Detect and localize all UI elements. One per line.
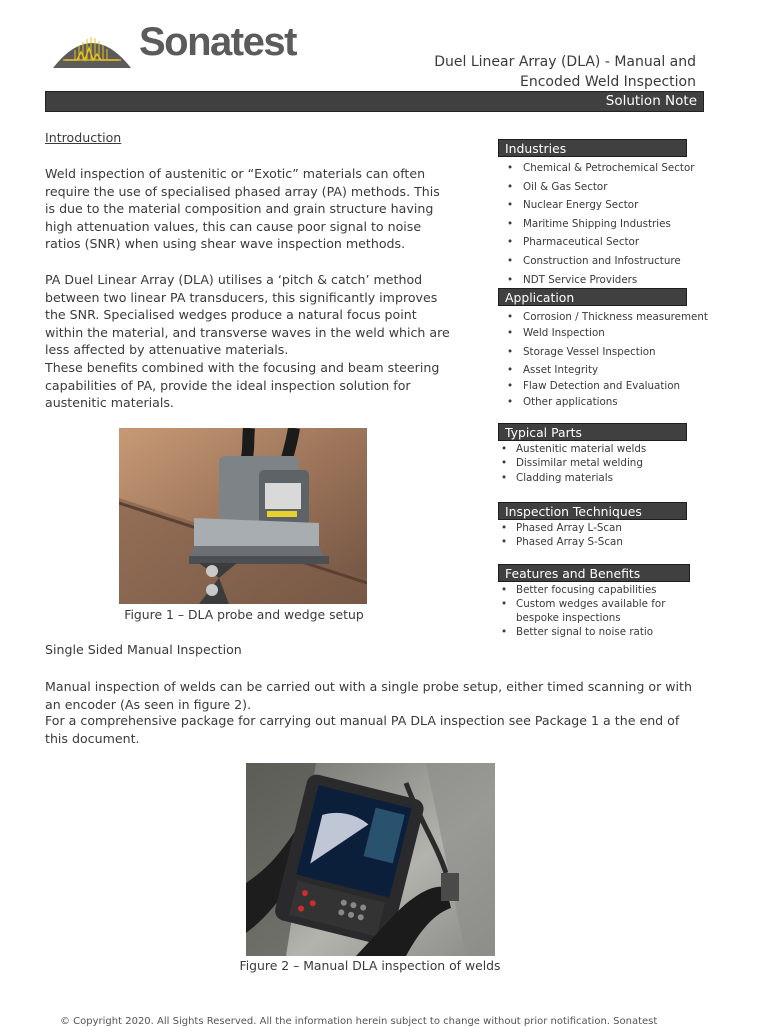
- document-title-line-2: Encoded Weld Inspection: [520, 74, 696, 90]
- typical-parts-list: [498, 442, 688, 485]
- sonatest-logo-mark-icon: [53, 28, 131, 68]
- list-item: • Dissimilar metal welding: [498, 456, 688, 470]
- figure-1-caption: Figure 1 – DLA probe and wedge setup: [124, 607, 364, 622]
- list-item: • Custom wedges available for bespoke inspections: [498, 597, 668, 625]
- list-item: • Storage Vessel Inspection: [498, 344, 708, 362]
- list-item: • Construction and Infostructure: [498, 253, 695, 272]
- solution-note-bar: [45, 91, 704, 112]
- intro-paragraph-3: [45, 359, 450, 412]
- document-title: [396, 52, 696, 92]
- inspection-techniques-heading: Inspection Techniques: [498, 502, 687, 520]
- application-heading: Application: [498, 288, 687, 306]
- manual-paragraph-1-text: Manual inspection of welds can be carried out with a single probe setup, either timed scanning or with an encoder (As seen in figure 2).: [45, 679, 692, 712]
- features-benefits-heading: Features and Benefits: [498, 564, 690, 582]
- intro-paragraph-2: [45, 271, 450, 359]
- logo-wordmark: Sonatest: [139, 20, 296, 64]
- list-item: • Other applications: [498, 394, 708, 410]
- intro-paragraph-1-text: Weld inspection of austenitic or “Exotic” materials can often require the use of specialised phased array (PA) methods. This is due to the material composition and grain structure having high attenuation values, this can cause poor signal to noise ratios (SNR) when using shear wave inspection methods.: [45, 166, 440, 252]
- intro-paragraph-3-text: These benefits combined with the focusing and beam steering capabilities of PA, provide the ideal inspection solution for austenitic materials.: [45, 360, 440, 411]
- copyright-footer: © Copyright 2020. All Sights Reserved. All the information herein subject to change without prior notification. Sonatest: [60, 1016, 658, 1027]
- list-item: • Pharmaceutical Sector: [498, 234, 695, 253]
- introduction-heading: Introduction: [45, 130, 122, 145]
- figure-2-manual-inspection-photo: [246, 763, 495, 956]
- inspection-techniques-list: [498, 521, 623, 550]
- industries-heading: Industries: [498, 139, 687, 157]
- manual-paragraph-1: [45, 678, 695, 713]
- intro-paragraph-1: [45, 165, 450, 253]
- list-item: • Chemical & Petrochemical Sector: [498, 160, 695, 179]
- list-item: • Oil & Gas Sector: [498, 179, 695, 198]
- list-item: • Cladding materials: [498, 471, 688, 485]
- application-list: [498, 309, 708, 411]
- list-item: • Phased Array L-Scan: [498, 521, 623, 535]
- manual-paragraph-2-text: For a comprehensive package for carrying out manual PA DLA inspection see Package 1 a the end of this document.: [45, 713, 680, 746]
- list-item: • Phased Array S-Scan: [498, 535, 623, 549]
- typical-parts-heading: Typical Parts: [498, 423, 687, 441]
- list-item: • Nuclear Energy Sector: [498, 197, 695, 216]
- single-sided-heading: Single Sided Manual Inspection: [45, 642, 242, 657]
- figure-2-caption: Figure 2 – Manual DLA inspection of welds: [239, 958, 501, 973]
- industries-list: [498, 160, 695, 290]
- list-item: • Austenitic material welds: [498, 442, 688, 456]
- solution-note-label: Solution Note: [605, 93, 697, 109]
- document-title-line-1: Duel Linear Array (DLA) - Manual and: [434, 54, 696, 70]
- list-item: • Weld Inspection: [498, 325, 708, 343]
- intro-paragraph-2-text: PA Duel Linear Array (DLA) utilises a ‘pitch & catch’ method between two linear PA transducers, this significantly improves the SNR. Specialised wedges produce a natural focus point within the material, and transverse waves in the weld which are less affected by attenuative materials.: [45, 272, 450, 358]
- manual-paragraph-2: [45, 712, 695, 747]
- figure-1-probe-wedge-photo: [119, 428, 367, 604]
- features-benefits-list: [498, 583, 668, 639]
- list-item: • Flaw Detection and Evaluation: [498, 378, 708, 394]
- list-item: • Asset Integrity: [498, 362, 708, 378]
- list-item: • NDT Service Providers: [498, 272, 695, 291]
- list-item: • Better signal to noise ratio: [498, 625, 668, 639]
- list-item: • Corrosion / Thickness measurement: [498, 309, 708, 325]
- sonatest-logo: [53, 20, 323, 74]
- list-item: • Better focusing capabilities: [498, 583, 668, 597]
- list-item: • Maritime Shipping Industries: [498, 216, 695, 235]
